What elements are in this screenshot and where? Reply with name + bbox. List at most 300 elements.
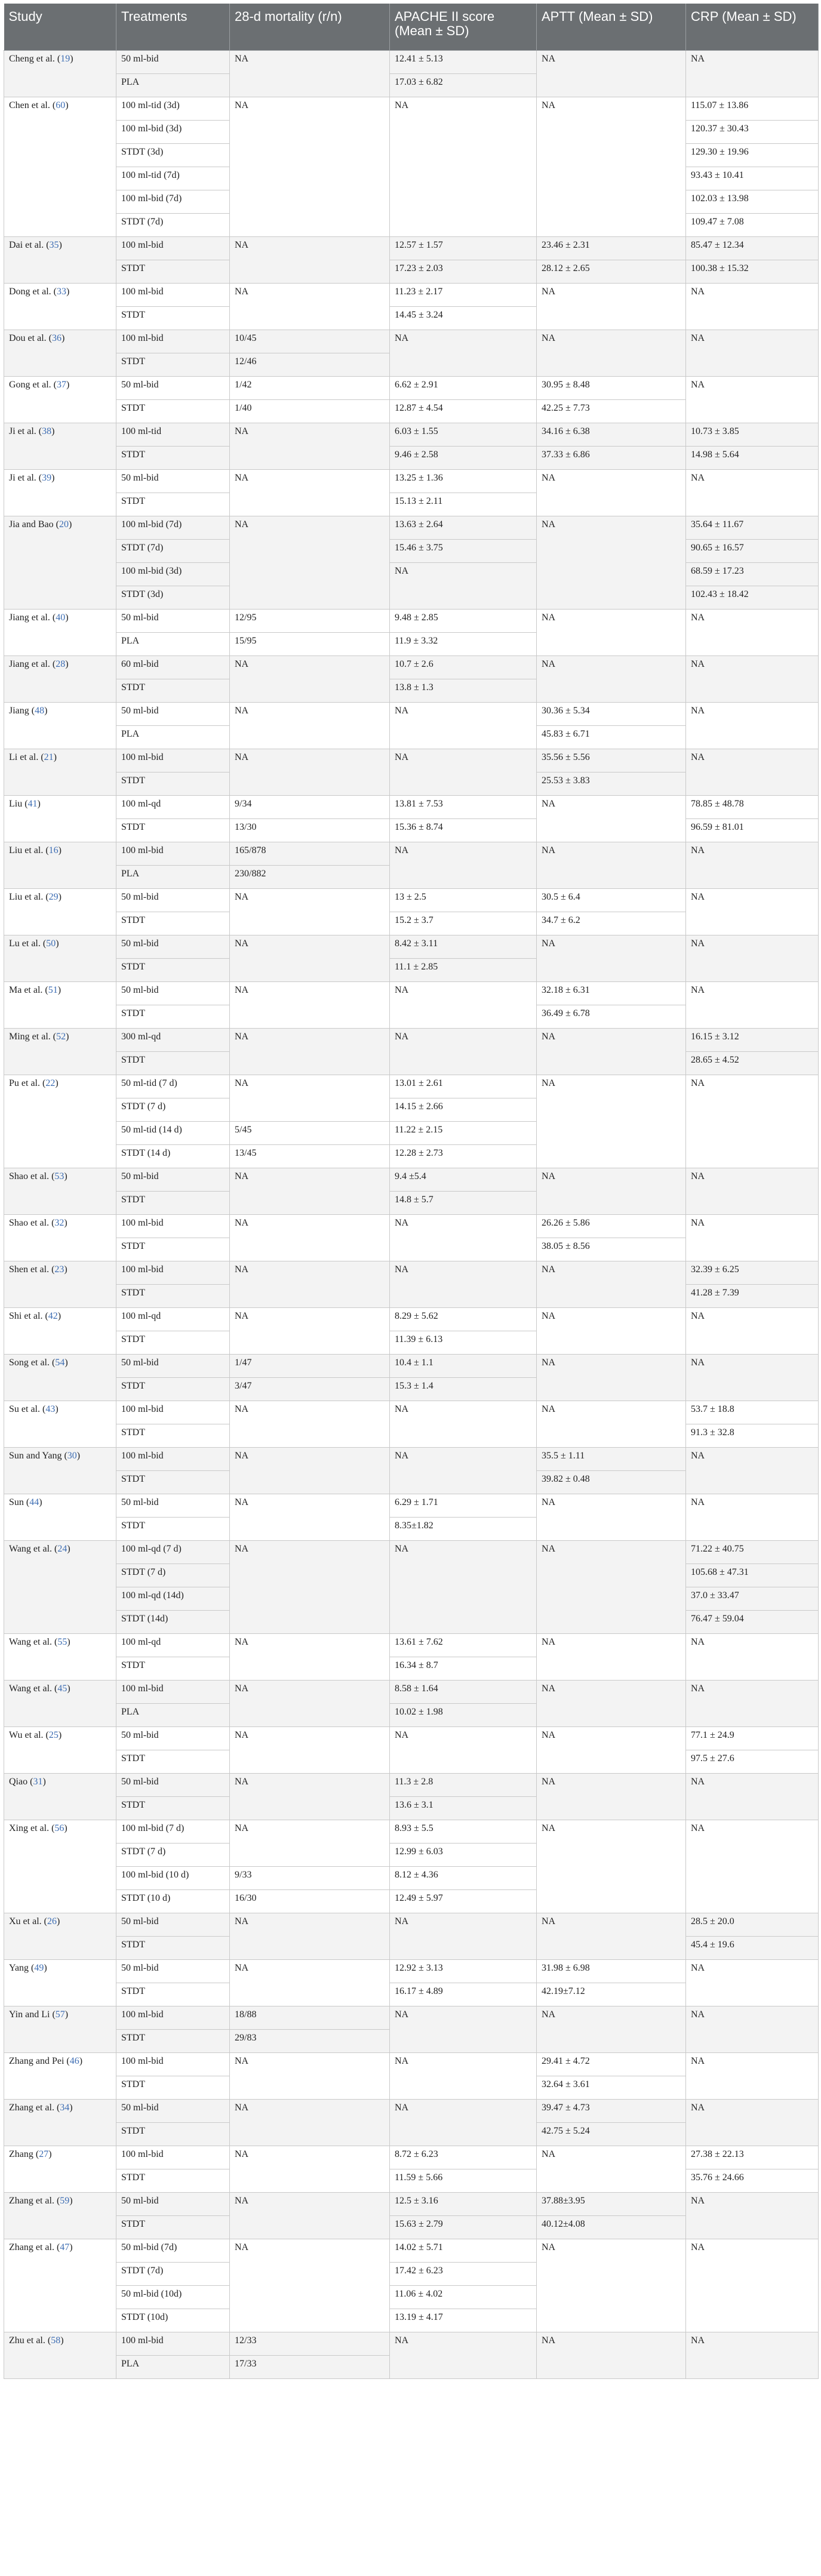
- reference-link[interactable]: 37: [56, 380, 66, 390]
- study-cell: [4, 1634, 116, 1681]
- table-row: [4, 656, 819, 679]
- table-row: [4, 2006, 819, 2030]
- study-cell: [4, 1448, 116, 1494]
- treatment-cell: STDT (14d): [116, 1611, 230, 1634]
- aptt-cell: NA: [537, 1634, 686, 1681]
- apache-cell: NA: [390, 1541, 537, 1634]
- aptt-cell: NA: [537, 1168, 686, 1215]
- aptt-cell: NA: [537, 796, 686, 842]
- study-cell: [4, 377, 116, 423]
- aptt-cell: NA: [537, 610, 686, 656]
- crp-cell: 53.7 ± 18.8: [686, 1401, 819, 1424]
- treatment-cell: 50 ml-tid (7 d): [116, 1075, 230, 1098]
- reference-link[interactable]: 24: [57, 1544, 67, 1554]
- study-cell: [4, 1308, 116, 1355]
- crp-cell: NA: [686, 1215, 819, 1261]
- mortality-cell: NA: [230, 1308, 390, 1355]
- crp-cell: NA: [686, 2239, 819, 2332]
- apache-cell: 8.58 ± 1.64: [390, 1681, 537, 1704]
- header-row: [4, 4, 819, 51]
- reference-link[interactable]: 47: [60, 2242, 70, 2252]
- study-name: Shi et al. (: [9, 1311, 48, 1321]
- mortality-cell: NA: [230, 1774, 390, 1820]
- aptt-cell: NA: [537, 1401, 686, 1448]
- mortality-cell: 5/45: [230, 1122, 390, 1145]
- aptt-cell: 32.64 ± 3.61: [537, 2076, 686, 2100]
- treatment-cell: 100 ml-qd (7 d): [116, 1541, 230, 1564]
- study-cell: [4, 1913, 116, 1960]
- apache-cell: 11.9 ± 3.32: [390, 633, 537, 656]
- crp-cell: 76.47 ± 59.04: [686, 1611, 819, 1634]
- aptt-cell: NA: [537, 516, 686, 610]
- reference-link[interactable]: 22: [45, 1078, 56, 1088]
- treatment-cell: 50 ml-bid: [116, 1355, 230, 1378]
- treatment-cell: 100 ml-bid: [116, 2053, 230, 2076]
- aptt-cell: NA: [537, 1355, 686, 1401]
- aptt-cell: NA: [537, 1075, 686, 1168]
- study-name-close: ): [42, 1777, 46, 1787]
- table-page: [4, 4, 818, 2379]
- treatment-cell: 100 ml-bid (3d): [116, 563, 230, 586]
- crp-cell: 105.68 ± 47.31: [686, 1564, 819, 1587]
- reference-link[interactable]: 48: [35, 706, 45, 716]
- reference-link[interactable]: 46: [69, 2056, 79, 2066]
- treatment-cell: STDT (10d): [116, 2309, 230, 2332]
- treatment-cell: PLA: [116, 74, 230, 97]
- apache-cell: NA: [390, 2332, 537, 2379]
- reference-link[interactable]: 50: [46, 938, 56, 949]
- mortality-cell: NA: [230, 423, 390, 470]
- study-name: Zhang et al. (: [9, 2196, 60, 2206]
- crp-cell: NA: [686, 2006, 819, 2053]
- study-name: Ming et al. (: [9, 1032, 57, 1042]
- crp-cell: NA: [686, 842, 819, 889]
- treatment-cell: STDT: [116, 1657, 230, 1681]
- table-row: [4, 1774, 819, 1797]
- reference-link[interactable]: 54: [55, 1358, 65, 1368]
- reference-link[interactable]: 43: [45, 1404, 56, 1414]
- treatment-cell: 50 ml-bid: [116, 889, 230, 912]
- table-row: [4, 1913, 819, 1937]
- aptt-cell: NA: [537, 656, 686, 703]
- reference-link[interactable]: 59: [60, 2196, 70, 2206]
- treatment-cell: 100 ml-bid: [116, 2006, 230, 2030]
- treatment-cell: STDT: [116, 260, 230, 284]
- apache-cell: 12.57 ± 1.57: [390, 237, 537, 260]
- reference-link[interactable]: 25: [48, 1730, 59, 1740]
- treatment-cell: STDT (3d): [116, 144, 230, 167]
- study-name-close: ): [58, 892, 62, 902]
- study-name-close: ): [64, 2009, 69, 2020]
- mortality-cell: NA: [230, 982, 390, 1029]
- study-cell: [4, 889, 116, 935]
- reference-link[interactable]: 34: [60, 2103, 70, 2113]
- treatment-cell: 100 ml-tid (7d): [116, 167, 230, 190]
- treatment-cell: STDT: [116, 1983, 230, 2006]
- study-cell: [4, 2053, 116, 2100]
- reference-link[interactable]: 35: [49, 240, 59, 250]
- mortality-cell: 1/42: [230, 377, 390, 400]
- reference-link[interactable]: 49: [34, 1963, 44, 1973]
- treatment-cell: 100 ml-bid: [116, 1261, 230, 1285]
- study-cell: [4, 749, 116, 796]
- treatment-cell: 50 ml-bid: [116, 377, 230, 400]
- reference-link[interactable]: 45: [57, 1684, 67, 1694]
- aptt-cell: NA: [537, 284, 686, 330]
- table-row: [4, 982, 819, 1005]
- reference-link[interactable]: 19: [60, 54, 70, 64]
- mortality-cell: 10/45: [230, 330, 390, 353]
- study-name-close: ): [39, 1497, 42, 1507]
- treatment-cell: 100 ml-bid: [116, 1448, 230, 1471]
- crp-cell: 102.03 ± 13.98: [686, 190, 819, 214]
- reference-link[interactable]: 55: [57, 1637, 67, 1647]
- treatment-cell: 100 ml-bid: [116, 330, 230, 353]
- study-name-close: ): [65, 659, 69, 669]
- reference-link[interactable]: 44: [29, 1497, 39, 1507]
- aptt-cell: NA: [537, 1541, 686, 1634]
- reference-link[interactable]: 38: [42, 426, 52, 436]
- study-name: Ji et al. (: [9, 426, 42, 436]
- treatment-cell: 100 ml-qd: [116, 796, 230, 819]
- study-name-close: ): [64, 1264, 67, 1275]
- crp-cell: 115.07 ± 13.86: [686, 97, 819, 121]
- mortality-cell: 16/30: [230, 1890, 390, 1913]
- apache-cell: NA: [390, 1029, 537, 1075]
- apache-cell: 12.28 ± 2.73: [390, 1145, 537, 1168]
- study-name: Zhang and Pei (: [9, 2056, 70, 2066]
- mortality-cell: NA: [230, 1215, 390, 1261]
- apache-cell: 13.25 ± 1.36: [390, 470, 537, 493]
- treatment-cell: 100 ml-bid (3d): [116, 121, 230, 144]
- reference-link[interactable]: 32: [54, 1218, 64, 1228]
- aptt-cell: NA: [537, 1029, 686, 1075]
- crp-cell: 91.3 ± 32.8: [686, 1424, 819, 1448]
- mortality-cell: 13/45: [230, 1145, 390, 1168]
- treatment-cell: STDT: [116, 1331, 230, 1355]
- aptt-cell: NA: [537, 1681, 686, 1727]
- reference-link[interactable]: 39: [42, 473, 52, 483]
- reference-link[interactable]: 41: [27, 799, 38, 809]
- reference-link[interactable]: 42: [48, 1311, 58, 1321]
- aptt-cell: 38.05 ± 8.56: [537, 1238, 686, 1261]
- mortality-cell: NA: [230, 470, 390, 516]
- table-row: [4, 889, 819, 912]
- treatment-cell: 50 ml-bid: [116, 1727, 230, 1750]
- crp-cell: NA: [686, 330, 819, 377]
- aptt-cell: NA: [537, 330, 686, 377]
- mortality-cell: NA: [230, 1634, 390, 1681]
- aptt-cell: 32.18 ± 6.31: [537, 982, 686, 1005]
- mortality-cell: NA: [230, 2239, 390, 2332]
- study-cell: [4, 1355, 116, 1401]
- crp-cell: NA: [686, 1448, 819, 1494]
- apache-cell: 14.02 ± 5.71: [390, 2239, 537, 2263]
- apache-cell: 12.49 ± 5.97: [390, 1890, 537, 1913]
- crp-cell: 37.0 ± 33.47: [686, 1587, 819, 1611]
- treatment-cell: STDT: [116, 1471, 230, 1494]
- mortality-cell: NA: [230, 1448, 390, 1494]
- study-name: Liu (: [9, 799, 28, 809]
- mortality-cell: 165/878: [230, 842, 390, 866]
- table-row: [4, 563, 819, 586]
- apache-cell: 15.13 ± 2.11: [390, 493, 537, 516]
- crp-cell: NA: [686, 1075, 819, 1168]
- apache-cell: 13.81 ± 7.53: [390, 796, 537, 819]
- crp-cell: NA: [686, 703, 819, 749]
- study-name-close: ): [67, 1684, 70, 1694]
- treatment-cell: 50 ml-bid: [116, 470, 230, 493]
- reference-link[interactable]: 30: [67, 1451, 77, 1461]
- crp-cell: 96.59 ± 81.01: [686, 819, 819, 842]
- study-name-close: ): [57, 1311, 62, 1321]
- study-name: Sun (: [9, 1497, 30, 1507]
- treatment-cell: STDT: [116, 1285, 230, 1308]
- apache-cell: 15.2 ± 3.7: [390, 912, 537, 935]
- study-cell: [4, 1820, 116, 1913]
- study-cell: [4, 703, 116, 749]
- study-name: Wang et al. (: [9, 1544, 58, 1554]
- study-name-close: ): [65, 100, 69, 110]
- treatment-cell: STDT (10 d): [116, 1890, 230, 1913]
- study-name-close: ): [69, 2242, 73, 2252]
- reference-link[interactable]: 52: [56, 1032, 66, 1042]
- study-cell: [4, 2100, 116, 2146]
- treatment-cell: 100 ml-bid: [116, 1215, 230, 1238]
- reference-link[interactable]: 56: [54, 1823, 64, 1833]
- mortality-cell: 13/30: [230, 819, 390, 842]
- treatment-cell: 100 ml-tid (3d): [116, 97, 230, 121]
- reference-link[interactable]: 16: [48, 845, 59, 855]
- treatment-cell: STDT (7d): [116, 2263, 230, 2286]
- treatment-cell: 100 ml-bid (7d): [116, 190, 230, 214]
- apache-cell: NA: [390, 330, 537, 377]
- reference-link[interactable]: 60: [56, 100, 66, 110]
- crp-cell: NA: [686, 1820, 819, 1913]
- crp-cell: NA: [686, 2053, 819, 2100]
- crp-cell: 41.28 ± 7.39: [686, 1285, 819, 1308]
- treatment-cell: STDT: [116, 912, 230, 935]
- apache-cell: 11.1 ± 2.85: [390, 959, 537, 982]
- reference-link[interactable]: 58: [51, 2335, 61, 2346]
- reference-link[interactable]: 51: [48, 985, 58, 995]
- study-cell: [4, 982, 116, 1029]
- mortality-cell: NA: [230, 97, 390, 237]
- apache-cell: 17.23 ± 2.03: [390, 260, 537, 284]
- study-name-close: ): [70, 54, 73, 64]
- aptt-cell: 39.47 ± 4.73: [537, 2100, 686, 2123]
- table-row: [4, 1215, 819, 1238]
- study-cell: [4, 1960, 116, 2006]
- reference-link[interactable]: 23: [54, 1264, 64, 1275]
- table-row: [4, 819, 819, 842]
- aptt-cell: 29.41 ± 4.72: [537, 2053, 686, 2076]
- mortality-cell: 15/95: [230, 633, 390, 656]
- table-row: [4, 935, 819, 959]
- table-row: [4, 2146, 819, 2169]
- mortality-cell: NA: [230, 1820, 390, 1867]
- reference-link[interactable]: 57: [55, 2009, 65, 2020]
- crp-cell: 16.15 ± 3.12: [686, 1029, 819, 1052]
- treatment-cell: PLA: [116, 866, 230, 889]
- table-row: [4, 2193, 819, 2216]
- aptt-cell: 31.98 ± 6.98: [537, 1960, 686, 1983]
- study-name: Wang et al. (: [9, 1637, 58, 1647]
- aptt-cell: 35.5 ± 1.11: [537, 1448, 686, 1471]
- apache-cell: NA: [390, 2100, 537, 2146]
- table-row: [4, 540, 819, 563]
- aptt-cell: NA: [537, 1494, 686, 1541]
- study-name: Liu et al. (: [9, 845, 49, 855]
- aptt-cell: NA: [537, 1308, 686, 1355]
- treatment-cell: STDT: [116, 2169, 230, 2193]
- aptt-cell: 30.95 ± 8.48: [537, 377, 686, 400]
- treatment-cell: 100 ml-qd: [116, 1634, 230, 1657]
- aptt-cell: 36.49 ± 6.78: [537, 1005, 686, 1029]
- treatment-cell: 50 ml-bid: [116, 1168, 230, 1192]
- mortality-cell: NA: [230, 703, 390, 749]
- reference-link[interactable]: 26: [47, 1916, 57, 1926]
- aptt-cell: 30.5 ± 6.4: [537, 889, 686, 912]
- aptt-cell: 35.56 ± 5.56: [537, 749, 686, 773]
- reference-link[interactable]: 33: [56, 287, 66, 297]
- reference-link[interactable]: 20: [59, 519, 69, 530]
- crp-cell: 78.85 ± 48.78: [686, 796, 819, 819]
- mortality-cell: 3/47: [230, 1378, 390, 1401]
- apache-cell: 13.19 ± 4.17: [390, 2309, 537, 2332]
- mortality-cell: NA: [230, 1261, 390, 1308]
- crp-cell: 120.37 ± 30.43: [686, 121, 819, 144]
- aptt-cell: 42.19±7.12: [537, 1983, 686, 2006]
- reference-link[interactable]: 27: [39, 2149, 49, 2159]
- study-name-close: ): [56, 1916, 60, 1926]
- table-row: [4, 330, 819, 353]
- table-row: [4, 1727, 819, 1750]
- study-name-close: ): [69, 2196, 73, 2206]
- treatment-cell: 50 ml-bid: [116, 1774, 230, 1797]
- aptt-cell: NA: [537, 97, 686, 237]
- crp-cell: 10.73 ± 3.85: [686, 423, 819, 447]
- table-row: [4, 97, 819, 121]
- aptt-cell: NA: [537, 2239, 686, 2332]
- crp-cell: NA: [686, 51, 819, 97]
- aptt-cell: NA: [537, 1913, 686, 1960]
- reference-link[interactable]: 29: [48, 892, 59, 902]
- crp-cell: NA: [686, 982, 819, 1029]
- study-name-close: ): [56, 938, 59, 949]
- study-name: Yin and Li (: [9, 2009, 56, 2020]
- treatment-cell: 50 ml-bid: [116, 982, 230, 1005]
- treatment-cell: 50 ml-tid (14 d): [116, 1122, 230, 1145]
- reference-link[interactable]: 21: [44, 752, 54, 762]
- study-name: Liu et al. (: [9, 892, 49, 902]
- aptt-cell: 34.7 ± 6.2: [537, 912, 686, 935]
- mortality-cell: 17/33: [230, 2356, 390, 2379]
- study-cell: [4, 1727, 116, 1774]
- study-name: Xu et al. (: [9, 1916, 47, 1926]
- study-name: Jiang et al. (: [9, 613, 56, 623]
- treatment-cell: PLA: [116, 633, 230, 656]
- study-name-close: ): [55, 1404, 59, 1414]
- treatment-cell: PLA: [116, 1704, 230, 1727]
- crp-cell: NA: [686, 610, 819, 656]
- study-name: Shao et al. (: [9, 1218, 55, 1228]
- table-row: [4, 1075, 819, 1098]
- treatment-cell: STDT: [116, 1518, 230, 1541]
- apache-cell: 11.06 ± 4.02: [390, 2286, 537, 2309]
- apache-cell: 12.5 ± 3.16: [390, 2193, 537, 2216]
- study-cell: [4, 237, 116, 284]
- apache-cell: NA: [390, 563, 537, 610]
- aptt-cell: 25.53 ± 3.83: [537, 773, 686, 796]
- study-name-close: ): [65, 613, 69, 623]
- mortality-cell: 230/882: [230, 866, 390, 889]
- study-name: Li et al. (: [9, 752, 44, 762]
- study-name-close: ): [64, 1218, 67, 1228]
- mortality-cell: NA: [230, 1681, 390, 1727]
- apache-cell: 8.72 ± 6.23: [390, 2146, 537, 2169]
- apache-cell: NA: [390, 97, 537, 237]
- reference-link[interactable]: 53: [54, 1171, 64, 1181]
- mortality-cell: NA: [230, 516, 390, 610]
- study-name: Song et al. (: [9, 1358, 56, 1368]
- table-row: [4, 470, 819, 493]
- table-row: [4, 1494, 819, 1518]
- table-row: [4, 51, 819, 74]
- apache-cell: 16.17 ± 4.89: [390, 1983, 537, 2006]
- mortality-cell: NA: [230, 1029, 390, 1075]
- crp-cell: NA: [686, 935, 819, 982]
- treatment-cell: STDT (3d): [116, 586, 230, 610]
- table-row: [4, 842, 819, 866]
- treatment-cell: 100 ml-bid: [116, 2146, 230, 2169]
- mortality-cell: 1/40: [230, 400, 390, 423]
- study-name: Chen et al. (: [9, 100, 56, 110]
- treatment-cell: STDT: [116, 1005, 230, 1029]
- mortality-cell: NA: [230, 889, 390, 935]
- treatment-cell: STDT: [116, 493, 230, 516]
- table-row: [4, 2169, 819, 2193]
- apache-cell: 15.3 ± 1.4: [390, 1378, 537, 1401]
- treatment-cell: STDT (7 d): [116, 1098, 230, 1122]
- header-aptt: APTT (Mean ± SD): [537, 4, 686, 51]
- treatment-cell: 60 ml-bid: [116, 656, 230, 679]
- reference-link[interactable]: 36: [51, 333, 62, 343]
- treatment-cell: 300 ml-qd: [116, 1029, 230, 1052]
- study-cell: [4, 2332, 116, 2379]
- study-name: Sun and Yang (: [9, 1451, 67, 1461]
- study-name-close: ): [76, 1451, 81, 1461]
- reference-link[interactable]: 31: [33, 1777, 43, 1787]
- apache-cell: 14.8 ± 5.7: [390, 1192, 537, 1215]
- aptt-cell: NA: [537, 2146, 686, 2193]
- study-name: Gong et al. (: [9, 380, 57, 390]
- study-name-close: ): [51, 473, 55, 483]
- treatment-cell: 50 ml-bid (7d): [116, 2239, 230, 2263]
- reference-link[interactable]: 40: [56, 613, 66, 623]
- reference-link[interactable]: 28: [56, 659, 66, 669]
- apache-cell: 10.7 ± 2.6: [390, 656, 537, 679]
- apache-cell: 6.03 ± 1.55: [390, 423, 537, 447]
- crp-cell: NA: [686, 1355, 819, 1401]
- study-cell: [4, 1029, 116, 1075]
- apache-cell: NA: [390, 2053, 537, 2100]
- table-row: [4, 377, 819, 400]
- aptt-cell: 40.12±4.08: [537, 2216, 686, 2239]
- crp-cell: NA: [686, 284, 819, 330]
- treatment-cell: STDT: [116, 773, 230, 796]
- table-row: [4, 1168, 819, 1192]
